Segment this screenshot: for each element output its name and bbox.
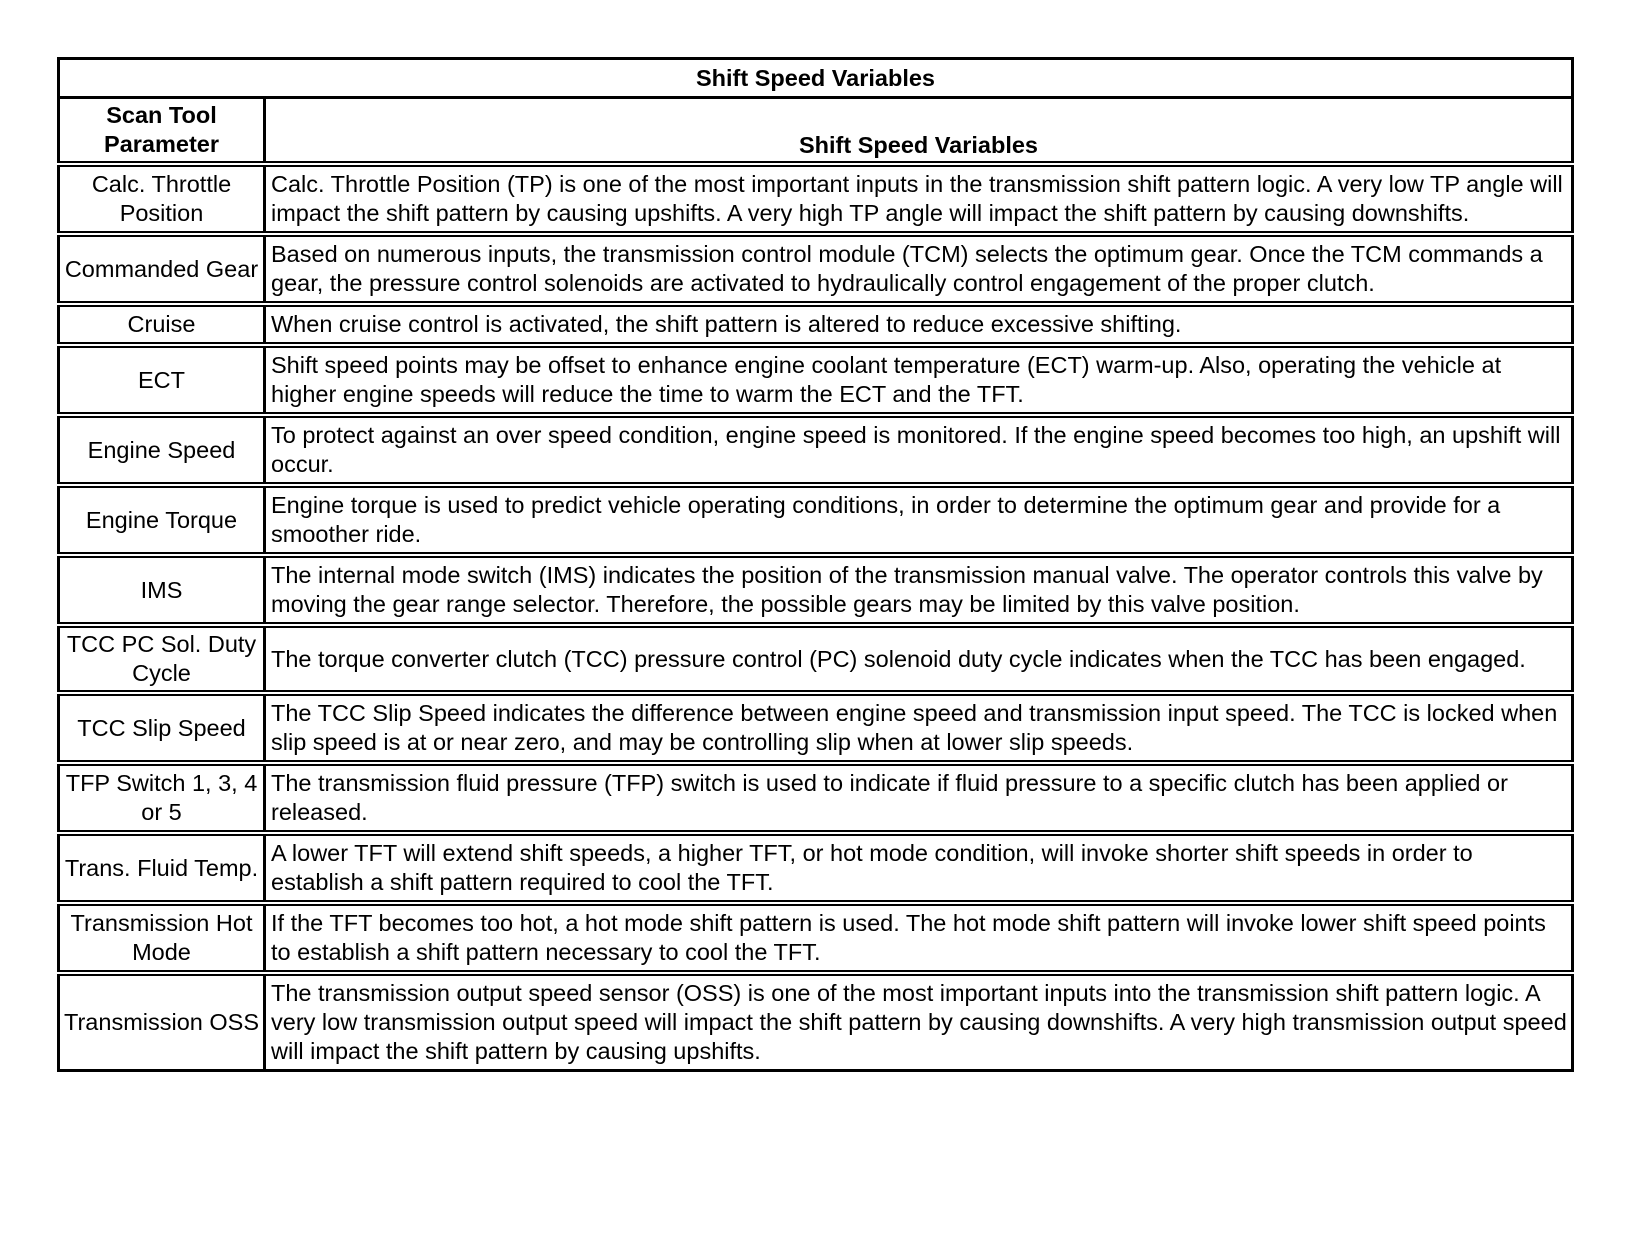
row-parameter: Commanded Gear [59, 234, 265, 304]
row-description: A lower TFT will extend shift speeds, a higher TFT, or hot mode condition, will invoke shorter shift speeds in order to establish a shift pattern required to cool the TFT. [265, 833, 1573, 903]
row-parameter: TCC Slip Speed [59, 693, 265, 763]
table-row [59, 555, 1573, 625]
shift-speed-variables-table [57, 57, 1574, 1072]
header-scan-tool-parameter: Scan Tool Parameter [59, 98, 265, 165]
row-description: If the TFT becomes too hot, a hot mode shift pattern is used. The hot mode shift pattern will invoke lower shift speed points to establish a shift pattern necessary to cool the TFT. [265, 903, 1573, 973]
row-description: To protect against an over speed condition, engine speed is monitored. If the engine speed becomes too high, an upshift will occur. [265, 415, 1573, 485]
table-row [59, 234, 1573, 304]
table-row [59, 973, 1573, 1071]
table-row [59, 485, 1573, 555]
row-parameter: Transmission Hot Mode [59, 903, 265, 973]
row-parameter: Cruise [59, 304, 265, 345]
row-parameter: IMS [59, 555, 265, 625]
table-title: Shift Speed Variables [59, 59, 1573, 98]
row-parameter: Calc. Throttle Position [59, 164, 265, 234]
table-row [59, 763, 1573, 833]
table-row [59, 304, 1573, 345]
row-parameter: TCC PC Sol. Duty Cycle [59, 625, 265, 693]
row-description: The torque converter clutch (TCC) pressure control (PC) solenoid duty cycle indicates when the TCC has been engaged. [265, 625, 1573, 693]
table-row [59, 164, 1573, 234]
row-description: Shift speed points may be offset to enhance engine coolant temperature (ECT) warm-up. Also, operating the vehicle at higher engine speeds will reduce the time to warm the ECT and the TFT. [265, 345, 1573, 415]
row-description: The internal mode switch (IMS) indicates the position of the transmission manual valve. The operator controls this valve by moving the gear range selector. Therefore, the possible gears may be limited by this valve position. [265, 555, 1573, 625]
row-parameter: Trans. Fluid Temp. [59, 833, 265, 903]
table-row [59, 345, 1573, 415]
table-row [59, 903, 1573, 973]
row-description: Calc. Throttle Position (TP) is one of the most important inputs in the transmission shift pattern logic. A very low TP angle will impact the shift pattern by causing upshifts. A very high TP angle will impact the shift pattern by causing downshifts. [265, 164, 1573, 234]
table-title-row [59, 59, 1573, 98]
row-parameter: Engine Speed [59, 415, 265, 485]
table-header-row [59, 98, 1573, 165]
row-description: The transmission output speed sensor (OSS) is one of the most important inputs into the transmission shift pattern logic. A very low transmission output speed will impact the shift pattern by causing downshifts. A very high transmission output speed will impact the shift pattern by causing upshifts. [265, 973, 1573, 1071]
header-shift-speed-variables: Shift Speed Variables [265, 98, 1573, 165]
row-description: Engine torque is used to predict vehicle operating conditions, in order to determine the optimum gear and provide for a smoother ride. [265, 485, 1573, 555]
table-row [59, 625, 1573, 693]
row-parameter: ECT [59, 345, 265, 415]
row-description: Based on numerous inputs, the transmission control module (TCM) selects the optimum gear. Once the TCM commands a gear, the pressure control solenoids are activated to hydraulically control engagement of the proper clutch. [265, 234, 1573, 304]
row-description: The TCC Slip Speed indicates the difference between engine speed and transmission input speed. The TCC is locked when slip speed is at or near zero, and may be controlling slip when at lower slip speeds. [265, 693, 1573, 763]
row-parameter: TFP Switch 1, 3, 4 or 5 [59, 763, 265, 833]
row-description: The transmission fluid pressure (TFP) switch is used to indicate if fluid pressure to a specific clutch has been applied or released. [265, 763, 1573, 833]
row-parameter: Engine Torque [59, 485, 265, 555]
table-row [59, 693, 1573, 763]
row-parameter: Transmission OSS [59, 973, 265, 1071]
row-description: When cruise control is activated, the shift pattern is altered to reduce excessive shifting. [265, 304, 1573, 345]
table-row [59, 833, 1573, 903]
table-row [59, 415, 1573, 485]
document-page [57, 57, 1571, 1072]
